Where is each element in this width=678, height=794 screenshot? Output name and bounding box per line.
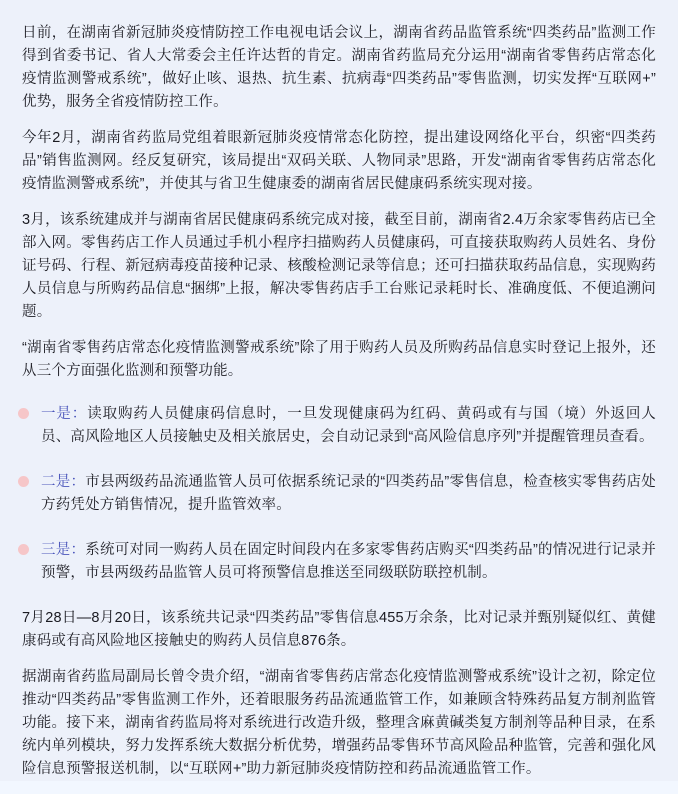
bullet-item (22, 471, 656, 517)
bullet-dot-icon (18, 408, 29, 419)
bullet-item (22, 539, 656, 585)
bullet-text: 系统可对同一购药人员在固定时间段内在多家零售药店购买“四类药品”的情况进行记录并预警，市县两级药品监管人员可将预警信息推送至同级联防联控机制。 (41, 542, 656, 581)
footer-strip (0, 781, 678, 794)
paragraph: 7月28日—8月20日，该系统共记录“四类药品”零售信息455万余条，比对记录并甄别疑似红、黄健康码或有高风险地区接触史的购药人员信息876条。 (22, 610, 656, 649)
bullet-dot-icon (18, 544, 29, 555)
bullet-dot-icon (18, 476, 29, 487)
bullet-label: 三是： (41, 542, 86, 558)
paragraph: 日前，在湖南省新冠肺炎疫情防控工作电视电话会议上，湖南省药品监管系统“四类药品”监测工作得到省委书记、省人大常委会主任许达哲的肯定。湖南省药监局充分运用“湖南省零售药店常态化疫情监测警戒系统”，做好止咳、退热、抗生素、抗病毒“四类药品”零售监测，切实发挥“互联网+”优势，服务全省疫情防控工作。 (22, 25, 656, 110)
paragraph: 3月，该系统建成并与湖南省居民健康码系统完成对接，截至目前，湖南省2.4万余家零售药店已全部入网。零售药店工作人员通过手机小程序扫描购药人员健康码，可直接获取购药人员姓名、身份证号码、行程、新冠病毒疫苗接种记录、核酸检测记录等信息；还可扫描获取药品信息，实现购药人员信息与所购药品信息“捆绑”上报，解决零售药店手工台账记录耗时长、准确度低、不便追溯问题。 (22, 212, 656, 320)
bullet-text: 读取购药人员健康码信息时，一旦发现健康码为红码、黄码或有与国（境）外返回人员、高风险地区人员接触史及相关旅居史，会自动记录到“高风险信息序列”并提醒管理员查看。 (41, 406, 656, 445)
paragraph: “湖南省零售药店常态化疫情监测警戒系统”除了用于购药人员及所购药品信息实时登记上报外，还从三个方面强化监测和预警功能。 (22, 340, 656, 379)
paragraph: 据湖南省药监局副局长曾令贵介绍，“湖南省零售药店常态化疫情监测警戒系统”设计之初，除定位推动“四类药品”零售监测工作外，还着眼服务药品流通监管工作，如兼顾含特殊药品复方制剂监管功能。接下来，湖南省药监局将对系统进行改造升级，整理含麻黄碱类复方制剂等品种目录，在系统内单列模块，努力发挥系统大数据分析优势，增强药品零售环节高风险品种监管，完善和强化风险信息预警报送机制，以“互联网+”助力新冠肺炎疫情防控和药品流通监管工作。 (22, 669, 656, 777)
bullet-item (22, 403, 656, 449)
bullet-text: 市县两级药品流通监管人员可依据系统记录的“四类药品”零售信息，检查核实零售药店处方药凭处方销售情况，提升监管效率。 (41, 474, 656, 513)
paragraph: 今年2月，湖南省药监局党组着眼新冠肺炎疫情常态化防控，提出建设网络化平台，织密“四类药品”销售监测网。经反复研究，该局提出“双码关联、人物同录”思路，开发“湖南省零售药店常态化疫情监测警戒系统”，并使其与省卫生健康委的湖南省居民健康码系统实现对接。 (22, 130, 656, 192)
bullet-label: 一是： (41, 406, 88, 422)
bullet-label: 二是： (41, 474, 86, 490)
